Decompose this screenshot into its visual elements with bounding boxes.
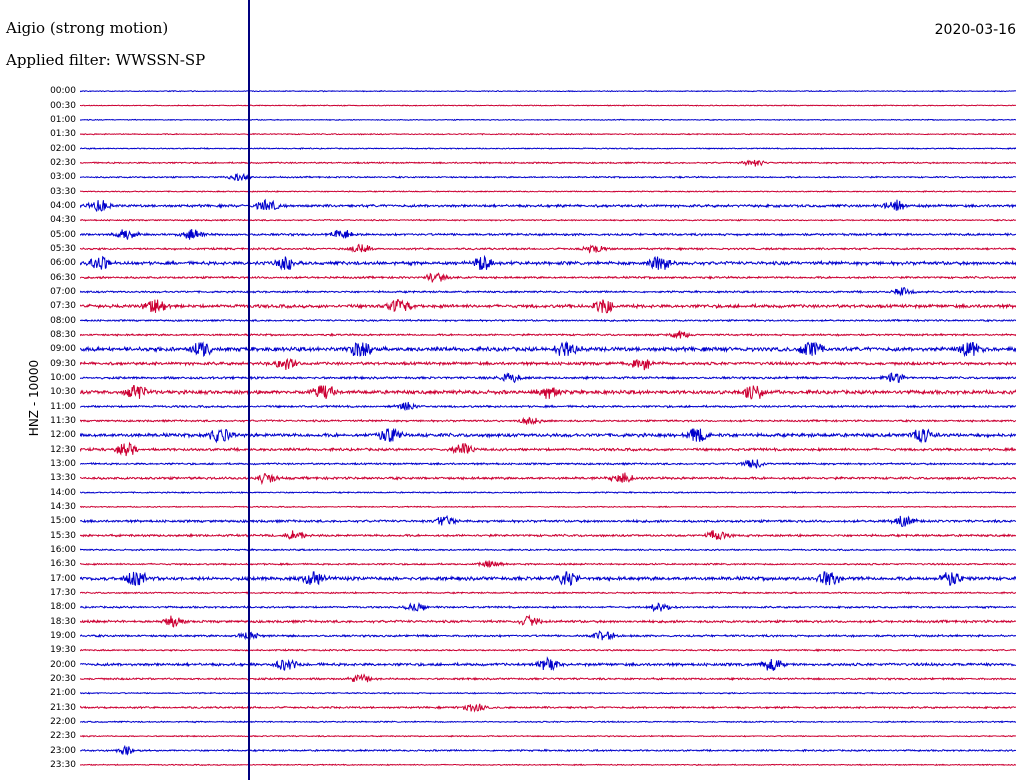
time-tick-label: 17:30 — [50, 587, 76, 598]
time-tick-label: 20:30 — [50, 673, 76, 684]
trace-row — [80, 91, 1016, 92]
trace-row — [80, 200, 1016, 212]
date-label: 2020-03-16 — [934, 22, 1016, 38]
time-tick-label: 15:30 — [50, 530, 76, 541]
trace-row — [80, 631, 1016, 640]
trace-row — [80, 220, 1016, 221]
time-tick-label: 02:30 — [50, 157, 76, 168]
trace-row — [80, 603, 1016, 611]
time-tick-label: 00:00 — [50, 86, 76, 97]
trace-row — [80, 331, 1016, 339]
time-tick-label: 20:00 — [50, 659, 76, 670]
y-axis-label: HNZ - 10000 — [27, 359, 41, 437]
time-tick-label: 18:30 — [50, 616, 76, 627]
time-tick-label: 13:00 — [50, 458, 76, 469]
trace-row — [80, 257, 1016, 270]
filter-label: Applied filter: WWSSN-SP — [6, 51, 206, 69]
trace-row — [80, 160, 1016, 167]
time-tick-label: 14:00 — [50, 487, 76, 498]
trace-row — [80, 616, 1016, 627]
time-tick-label: 22:00 — [50, 716, 76, 727]
trace-row — [80, 572, 1016, 585]
trace-row — [80, 300, 1016, 313]
time-tick-label: 07:30 — [50, 301, 76, 312]
time-tick-label: 06:30 — [50, 272, 76, 283]
time-tick-label: 05:30 — [50, 243, 76, 254]
time-tick-label: 23:30 — [50, 759, 76, 770]
time-tick-label: 17:00 — [50, 573, 76, 584]
trace-row — [80, 418, 1016, 425]
time-tick-label: 12:00 — [50, 430, 76, 441]
trace-row — [80, 649, 1016, 651]
trace-row — [80, 105, 1016, 106]
trace-row — [80, 506, 1016, 507]
time-tick-label: 12:30 — [50, 444, 76, 455]
time-tick-label: 11:30 — [50, 415, 76, 426]
trace-row — [80, 460, 1016, 468]
trace-row — [80, 746, 1016, 754]
trace-row — [80, 273, 1016, 282]
time-tick-label: 01:00 — [50, 114, 76, 125]
trace-row — [80, 191, 1016, 192]
time-tick-label: 03:30 — [50, 186, 76, 197]
trace-row — [80, 429, 1016, 442]
trace-row — [80, 229, 1016, 240]
time-tick-label: 02:00 — [50, 143, 76, 154]
time-tick-label: 08:00 — [50, 315, 76, 326]
trace-row — [80, 516, 1016, 527]
trace-row — [80, 443, 1016, 456]
trace-row — [80, 402, 1016, 410]
trace-row — [80, 675, 1016, 683]
time-tick-label: 06:00 — [50, 258, 76, 269]
time-tick-label: 11:00 — [50, 401, 76, 412]
time-tick-label: 10:00 — [50, 372, 76, 383]
trace-canvas — [80, 84, 1016, 772]
cursor-line[interactable] — [248, 0, 250, 780]
trace-row — [80, 320, 1016, 322]
time-tick-label: 19:00 — [50, 630, 76, 641]
time-tick-label: 19:30 — [50, 645, 76, 656]
time-tick-label: 13:30 — [50, 473, 76, 484]
trace-row — [80, 549, 1016, 551]
time-tick-label: 09:00 — [50, 344, 76, 355]
time-tick-label: 08:30 — [50, 329, 76, 340]
time-tick-label: 10:30 — [50, 387, 76, 398]
trace-row — [80, 721, 1016, 722]
trace-row — [80, 174, 1016, 181]
trace-row — [80, 359, 1016, 370]
time-tick-label: 16:30 — [50, 559, 76, 570]
trace-row — [80, 134, 1016, 135]
time-tick-label: 16:00 — [50, 544, 76, 555]
trace-row — [80, 704, 1016, 712]
time-tick-label: 23:00 — [50, 745, 76, 756]
trace-row — [80, 386, 1016, 399]
time-tick-label: 05:00 — [50, 229, 76, 240]
trace-row — [80, 119, 1016, 120]
trace-row — [80, 288, 1016, 296]
time-tick-label: 09:30 — [50, 358, 76, 369]
time-tick-label: 22:30 — [50, 731, 76, 742]
trace-row — [80, 373, 1016, 382]
page-title: Aigio (strong motion) — [6, 19, 169, 37]
trace-row — [80, 764, 1016, 765]
time-tick-label: 21:30 — [50, 702, 76, 713]
time-tick-label: 04:00 — [50, 200, 76, 211]
time-tick-label: 14:30 — [50, 501, 76, 512]
time-tick-label: 04:30 — [50, 215, 76, 226]
trace-row — [80, 658, 1016, 671]
time-tick-label: 21:00 — [50, 688, 76, 699]
time-tick-label: 00:30 — [50, 100, 76, 111]
time-tick-label: 18:00 — [50, 602, 76, 613]
time-tick-label: 07:00 — [50, 286, 76, 297]
trace-row — [80, 561, 1016, 568]
time-tick-label: 15:00 — [50, 516, 76, 527]
time-tick-label: 03:00 — [50, 172, 76, 183]
trace-row — [80, 148, 1016, 149]
trace-row — [80, 736, 1016, 737]
trace-row — [80, 343, 1016, 356]
helicorder-plot[interactable] — [80, 84, 1016, 772]
trace-row — [80, 592, 1016, 594]
trace-row — [80, 473, 1016, 484]
time-tick-label: 01:30 — [50, 129, 76, 140]
trace-row — [80, 530, 1016, 539]
trace-row — [80, 693, 1016, 694]
trace-row — [80, 492, 1016, 493]
trace-row — [80, 244, 1016, 252]
